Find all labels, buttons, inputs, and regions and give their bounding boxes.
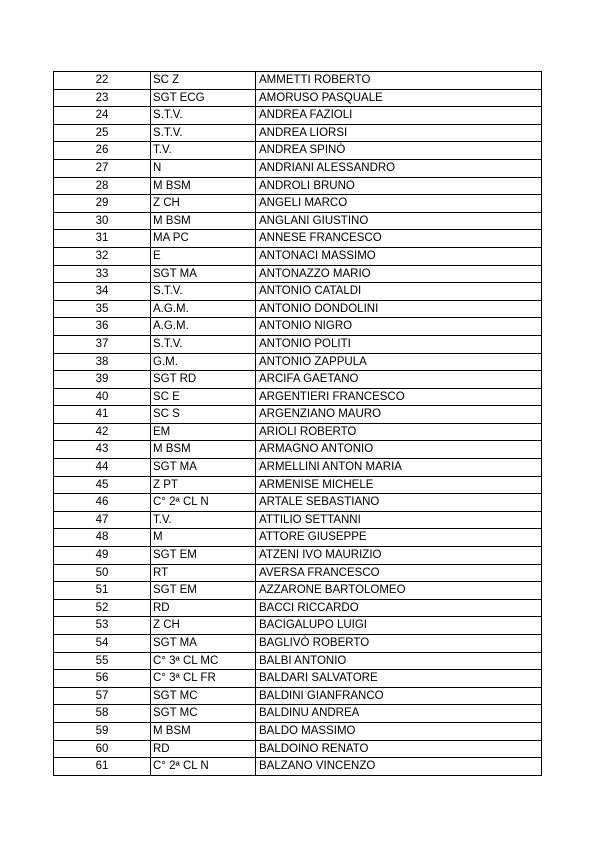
name-cell: ARMAGNO ANTONIO <box>256 441 542 459</box>
name-cell: ANTONIO DONDOLINI <box>256 300 542 318</box>
name-cell: AMORUSO PASQUALE <box>256 89 542 107</box>
name-cell: ANTONIO POLITI <box>256 335 542 353</box>
rank-cell: Z CH <box>151 195 256 213</box>
table-row <box>54 511 542 529</box>
rank-cell: SC E <box>151 388 256 406</box>
row-number: 49 <box>54 547 151 565</box>
name-cell: ANTONIO ZAPPULA <box>256 353 542 371</box>
table-row <box>54 687 542 705</box>
name-cell: BALDO MASSIMO <box>256 722 542 740</box>
name-cell: BACIGALUPO LUIGI <box>256 617 542 635</box>
personnel-table-body <box>54 72 542 776</box>
table-row <box>54 353 542 371</box>
row-number: 50 <box>54 564 151 582</box>
rank-cell: A.G.M. <box>151 300 256 318</box>
rank-cell: SGT EM <box>151 547 256 565</box>
table-row <box>54 318 542 336</box>
table-row <box>54 159 542 177</box>
name-cell: BALZANO VINCENZO <box>256 758 542 776</box>
row-number: 61 <box>54 758 151 776</box>
table-row <box>54 283 542 301</box>
table-row <box>54 124 542 142</box>
table-row <box>54 599 542 617</box>
table-row <box>54 142 542 160</box>
row-number: 60 <box>54 740 151 758</box>
table-row <box>54 652 542 670</box>
name-cell: ARGENZIANO MAURO <box>256 406 542 424</box>
name-cell: BACCI RICCARDO <box>256 599 542 617</box>
rank-cell: SGT MA <box>151 635 256 653</box>
name-cell: BALDARI SALVATORE <box>256 670 542 688</box>
name-cell: ARCIFA GAETANO <box>256 371 542 389</box>
row-number: 34 <box>54 283 151 301</box>
name-cell: ANTONACI MASSIMO <box>256 247 542 265</box>
name-cell: ARMENISE MICHELE <box>256 476 542 494</box>
name-cell: ANTONIO CATALDI <box>256 283 542 301</box>
table-row <box>54 371 542 389</box>
rank-cell: Z PT <box>151 476 256 494</box>
name-cell: ANTONAZZO MARIO <box>256 265 542 283</box>
table-row <box>54 722 542 740</box>
name-cell: ANDREA SPINÒ <box>256 142 542 160</box>
name-cell: BALDINI GIANFRANCO <box>256 687 542 705</box>
row-number: 44 <box>54 459 151 477</box>
table-row <box>54 547 542 565</box>
table-row <box>54 107 542 125</box>
rank-cell: T.V. <box>151 142 256 160</box>
table-row <box>54 406 542 424</box>
table-row <box>54 494 542 512</box>
row-number: 22 <box>54 72 151 90</box>
table-row <box>54 388 542 406</box>
row-number: 23 <box>54 89 151 107</box>
name-cell: ANDRIANI ALESSANDRO <box>256 159 542 177</box>
row-number: 45 <box>54 476 151 494</box>
rank-cell: SGT MA <box>151 459 256 477</box>
table-row <box>54 195 542 213</box>
row-number: 25 <box>54 124 151 142</box>
row-number: 58 <box>54 705 151 723</box>
name-cell: AMMETTI ROBERTO <box>256 72 542 90</box>
table-row <box>54 670 542 688</box>
name-cell: BALDOINO RENATO <box>256 740 542 758</box>
row-number: 28 <box>54 177 151 195</box>
rank-cell: M BSM <box>151 441 256 459</box>
table-row <box>54 564 542 582</box>
rank-cell: SC Z <box>151 72 256 90</box>
row-number: 29 <box>54 195 151 213</box>
rank-cell: S.T.V. <box>151 124 256 142</box>
rank-cell: G.M. <box>151 353 256 371</box>
name-cell: BAGLIVÒ ROBERTO <box>256 635 542 653</box>
table-row <box>54 740 542 758</box>
row-number: 43 <box>54 441 151 459</box>
rank-cell: E <box>151 247 256 265</box>
rank-cell: S.T.V. <box>151 283 256 301</box>
rank-cell: SC S <box>151 406 256 424</box>
rank-cell: RT <box>151 564 256 582</box>
table-row <box>54 705 542 723</box>
name-cell: BALDINU ANDREA <box>256 705 542 723</box>
name-cell: AZZARONE BARTOLOMEO <box>256 582 542 600</box>
table-row <box>54 300 542 318</box>
rank-cell: C° 2ª CL N <box>151 494 256 512</box>
rank-cell: SGT MC <box>151 705 256 723</box>
rank-cell: EM <box>151 423 256 441</box>
row-number: 31 <box>54 230 151 248</box>
row-number: 32 <box>54 247 151 265</box>
table-row <box>54 758 542 776</box>
table-row <box>54 617 542 635</box>
name-cell: ANGELI MARCO <box>256 195 542 213</box>
row-number: 46 <box>54 494 151 512</box>
rank-cell: C° 3ª CL FR <box>151 670 256 688</box>
row-number: 40 <box>54 388 151 406</box>
table-row <box>54 212 542 230</box>
rank-cell: RD <box>151 599 256 617</box>
rank-cell: MA PC <box>151 230 256 248</box>
row-number: 41 <box>54 406 151 424</box>
row-number: 24 <box>54 107 151 125</box>
rank-cell: M BSM <box>151 177 256 195</box>
name-cell: ANGLANI GIUSTINO <box>256 212 542 230</box>
name-cell: ANDREA LIORSI <box>256 124 542 142</box>
name-cell: ATTILIO SETTANNI <box>256 511 542 529</box>
row-number: 55 <box>54 652 151 670</box>
row-number: 51 <box>54 582 151 600</box>
name-cell: ARMELLINI ANTON MARIA <box>256 459 542 477</box>
rank-cell: SGT MC <box>151 687 256 705</box>
table-row <box>54 476 542 494</box>
table-row <box>54 265 542 283</box>
rank-cell: C° 2ª CL N <box>151 758 256 776</box>
row-number: 37 <box>54 335 151 353</box>
table-row <box>54 335 542 353</box>
row-number: 36 <box>54 318 151 336</box>
row-number: 59 <box>54 722 151 740</box>
rank-cell: Z CH <box>151 617 256 635</box>
rank-cell: SGT MA <box>151 265 256 283</box>
name-cell: ANNESE FRANCESCO <box>256 230 542 248</box>
table-row <box>54 89 542 107</box>
table-row <box>54 230 542 248</box>
name-cell: ANDREA FAZIOLI <box>256 107 542 125</box>
table-row <box>54 635 542 653</box>
table-row <box>54 177 542 195</box>
row-number: 39 <box>54 371 151 389</box>
row-number: 38 <box>54 353 151 371</box>
table-row <box>54 529 542 547</box>
name-cell: ARTALE SEBASTIANO <box>256 494 542 512</box>
row-number: 57 <box>54 687 151 705</box>
name-cell: ATZENI IVO MAURIZIO <box>256 547 542 565</box>
name-cell: ARIOLI ROBERTO <box>256 423 542 441</box>
rank-cell: S.T.V. <box>151 335 256 353</box>
personnel-table <box>53 71 542 776</box>
table-row <box>54 582 542 600</box>
row-number: 27 <box>54 159 151 177</box>
name-cell: ANDROLI BRUNO <box>256 177 542 195</box>
rank-cell: SGT EM <box>151 582 256 600</box>
rank-cell: M BSM <box>151 722 256 740</box>
rank-cell: C° 3ª CL MC <box>151 652 256 670</box>
rank-cell: SGT ECG <box>151 89 256 107</box>
table-row <box>54 459 542 477</box>
table-row <box>54 423 542 441</box>
row-number: 52 <box>54 599 151 617</box>
table-row <box>54 247 542 265</box>
rank-cell: M BSM <box>151 212 256 230</box>
row-number: 54 <box>54 635 151 653</box>
name-cell: AVERSA FRANCESCO <box>256 564 542 582</box>
table-row <box>54 72 542 90</box>
name-cell: BALBI ANTONIO <box>256 652 542 670</box>
rank-cell: RD <box>151 740 256 758</box>
rank-cell: S.T.V. <box>151 107 256 125</box>
rank-cell: A.G.M. <box>151 318 256 336</box>
row-number: 26 <box>54 142 151 160</box>
row-number: 30 <box>54 212 151 230</box>
name-cell: ANTONIO NIGRO <box>256 318 542 336</box>
row-number: 48 <box>54 529 151 547</box>
name-cell: ARGENTIERI FRANCESCO <box>256 388 542 406</box>
row-number: 47 <box>54 511 151 529</box>
name-cell: ATTORE GIUSEPPE <box>256 529 542 547</box>
row-number: 33 <box>54 265 151 283</box>
table-row <box>54 441 542 459</box>
row-number: 53 <box>54 617 151 635</box>
rank-cell: SGT RD <box>151 371 256 389</box>
rank-cell: T.V. <box>151 511 256 529</box>
row-number: 35 <box>54 300 151 318</box>
row-number: 56 <box>54 670 151 688</box>
rank-cell: N <box>151 159 256 177</box>
row-number: 42 <box>54 423 151 441</box>
rank-cell: M <box>151 529 256 547</box>
